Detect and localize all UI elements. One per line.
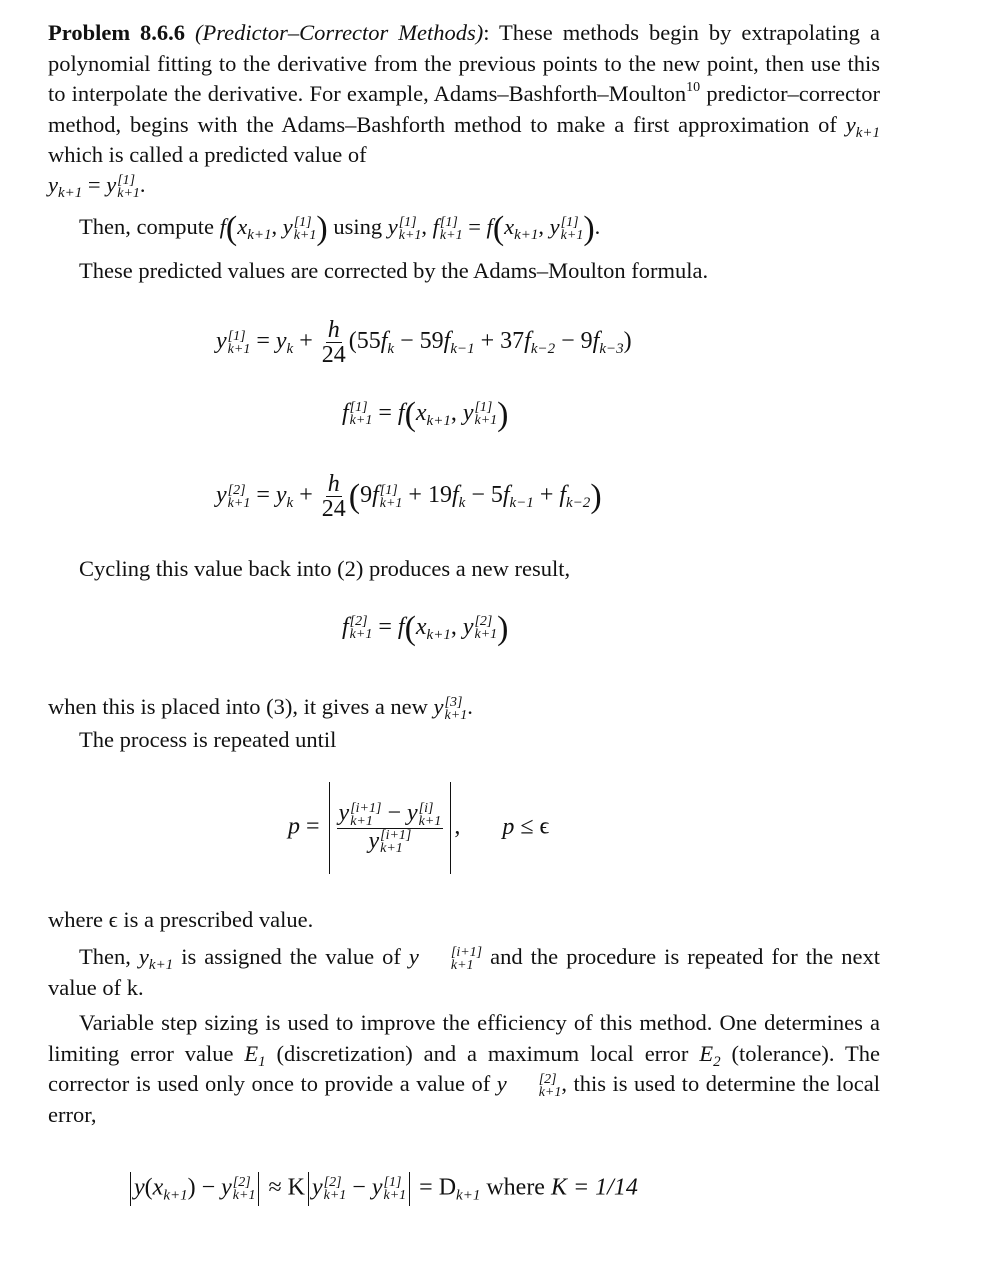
footnote-ref: 10 [686,80,701,95]
predicted-values-line: These predicted values are corrected by the Adams–Moulton formula. [79,258,709,283]
problem-label: Problem 8.6.6 [48,20,186,45]
cycling-line: Cycling this value back into (2) produces a new result, [79,556,571,581]
placed-text: when this is placed into (3), it gives a new [48,694,434,719]
equation-f2: f [2] k+1 = $f(x_{k+1}$, y [2] k+1 ) [342,610,509,647]
where-eps-line: where ϵ is a prescribed value. [48,907,314,932]
problem-paragraph [48,18,880,171]
then-compute-mid: using [327,214,388,239]
variable-step-paragraph: Variable step sizing is used to improve the efficiency of this method. One determines a limiting error value $E_1$ (discretization) and a maximum local error $E_2$ (tolerance). The corrector is used only once to provide a value of y [2] k+1 , this is used to determine the local error, [48,1010,880,1127]
math-y-k1: $y_{k+1}$ [845,111,880,141]
intro-text-a: : These methods begin by extrapolating a polynomial fitting to the derivative from the previous points to the new point, then use this to interpolate the derivative. For example, Adams–Bashforth–Moulton [48,20,880,106]
math-line-yk1: $y_{k+1} = y$ [1] k+1 . [48,172,146,201]
repeated-line: The process is repeated until [79,727,337,752]
placed-line: when this is placed into (3), it gives a new y [3] k+1 . [48,694,473,723]
then-assigned-paragraph: Then, $y_{k+1}$ is assigned the value of y [i+1] k+1 and the procedure is repeated for the next value of k. [48,944,881,1000]
then-compute-line: Then, compute $f(x_{k+1}$, y [1] k+1 ) using y [1] k+1 , f [1] k+1 = $f(x_{k+1}$, y [1] k+1 ). [79,210,601,247]
intro-text-b: predictor–corrector method, begins with the Adams–Bashforth method to make a first approximation of [48,81,880,137]
equation-1: y [1] k+1 = $y_k$ + $\frac{h}{24}$ $(55f_k - 59f_{k-1} + 37f_{k-2} - 9f_{k-3})$ [216,317,632,368]
local-error-equation: $y(x_{k+1}) - y$ [2] k+1 ≈ K y [2] k+1 − y [1] k+1 = $D_{k+1}$ where K = 1/14 [127,1172,638,1206]
then-compute-pre: Then, compute [79,214,220,239]
convergence-equation: p = y [i+1] k+1 − y [i] k+1 y [i+1] k+1 , p ≤ ϵ [288,782,549,874]
method-name: (Predictor–Corrector Methods) [195,20,484,45]
equation-3: y [2] k+1 = $y_k$ + $\frac{h}{24}$ (9f [1] k+1 + $19f_k - 5f_{k-1} + f_{k-2}$) [216,471,602,522]
equation-2: f [1] k+1 = $f(x_{k+1}$, y [1] k+1 ) [342,396,509,433]
intro-text-c: which is called a predicted value of [48,142,367,167]
